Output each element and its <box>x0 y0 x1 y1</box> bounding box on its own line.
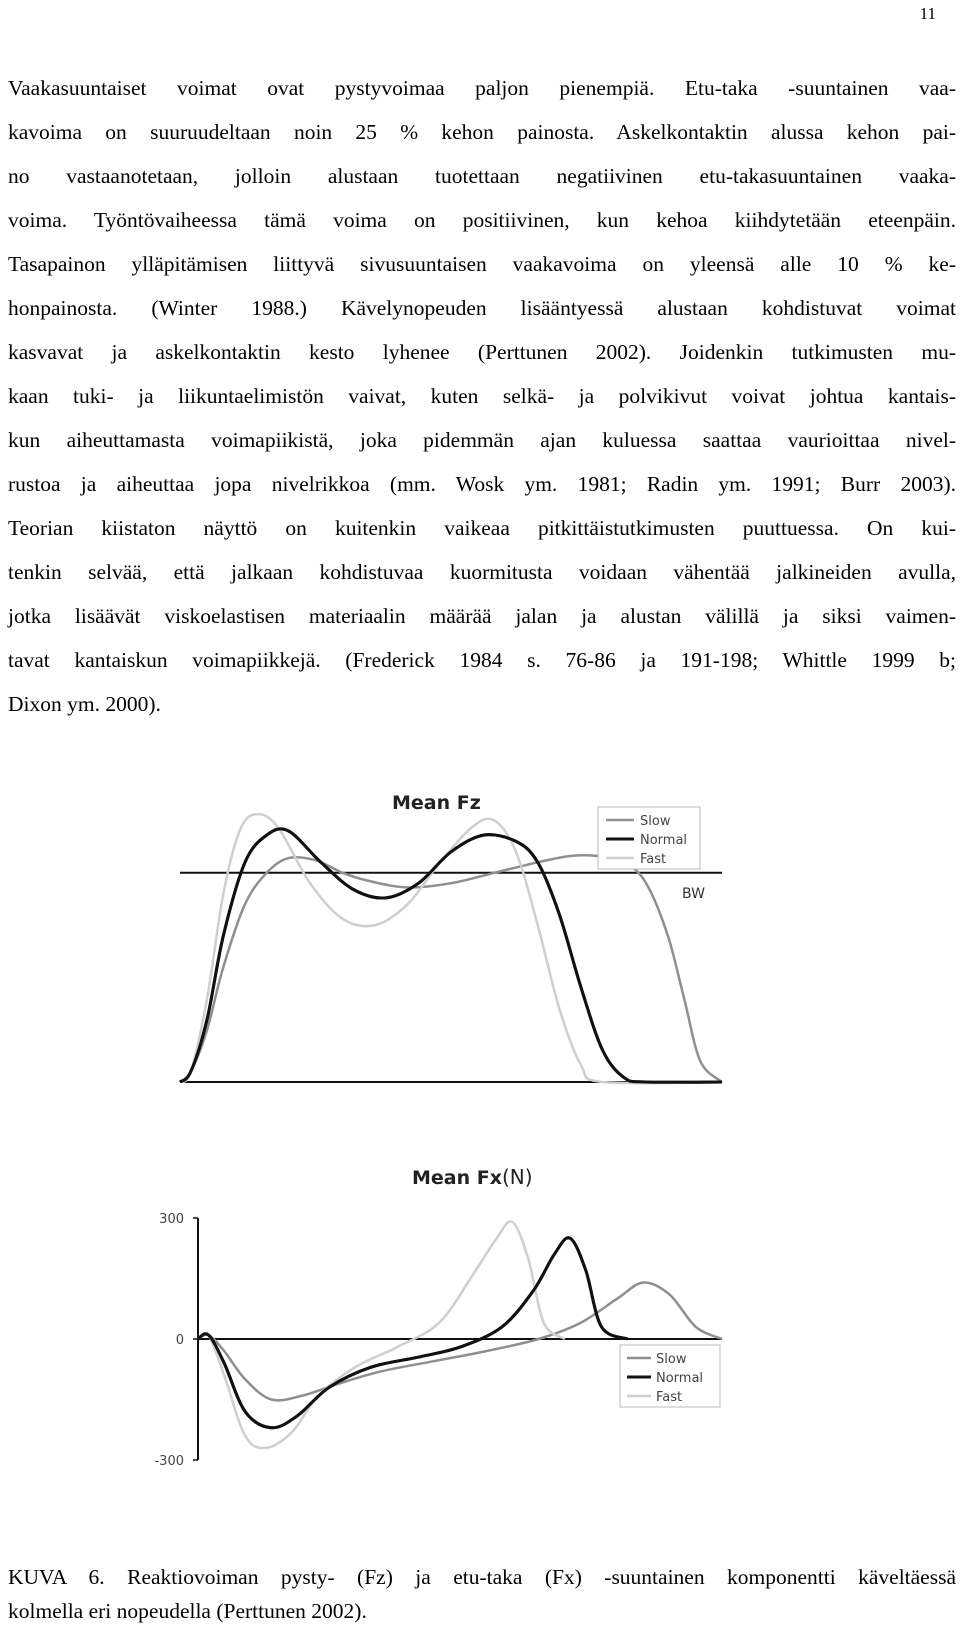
paragraph-line: rustoa ja aiheuttaa jopa nivelrikkoa (mm. Wosk ym. 1981; Radin ym. 1991; Burr 2003). <box>8 472 956 496</box>
figure-fz-chart <box>0 780 960 1110</box>
paragraph-line: voima. Työntövaiheessa tämä voima on positiivinen, kun kehoa kiihdytetään eteenpäin. <box>8 208 956 232</box>
fx-y-tick-label: 300 <box>159 1212 184 1227</box>
paragraph-line: kun aiheuttamasta voimapiikistä, joka pidemmän ajan kuluessa saattaa vaurioittaa nivel- <box>8 428 956 452</box>
fx-legend-label: Slow <box>656 1352 687 1367</box>
page-number: 11 <box>919 4 936 23</box>
paragraph-line: Vaakasuuntaiset voimat ovat pystyvoimaa paljon pienempiä. Etu-taka -suuntainen vaa- <box>8 76 956 100</box>
fx-y-tick-label: -300 <box>154 1454 184 1469</box>
caption-line: kolmella eri nopeudella (Perttunen 2002). <box>8 1599 367 1623</box>
paragraph-line: Tasapainon ylläpitämisen liittyvä sivusuuntaisen vaakavoima on yleensä alle 10 % ke- <box>8 252 956 276</box>
paragraph-line: kasvavat ja askelkontaktin kesto lyhenee (Perttunen 2002). Joidenkin tutkimusten mu- <box>8 340 956 364</box>
caption-line: KUVA 6. Reaktiovoiman pysty- (Fz) ja etu-taka (Fx) -suuntainen komponentti käveltäessä <box>8 1565 956 1589</box>
fx-series-normal <box>198 1238 628 1428</box>
paragraph-line: Dixon ym. 2000). <box>8 692 161 716</box>
paragraph-line: tavat kantaiskun voimapiikkejä. (Frederick 1984 s. 76-86 ja 191-198; Whittle 1999 b; <box>8 648 956 672</box>
fx-chart-title-unit: (N) <box>502 1165 533 1189</box>
fx-legend-label: Fast <box>656 1390 683 1405</box>
paragraph-line: tenkin selvää, että jalkaan kohdistuvaa kuormitusta voidaan vähentää jalkineiden avulla, <box>8 560 956 584</box>
paragraph-line: Teorian kiistaton näyttö on kuitenkin vaikeaa pitkittäistutkimusten puuttuessa. On kui- <box>8 516 956 540</box>
fx-series-normal-overlay <box>198 1238 628 1428</box>
paragraph-line: no vastaanotetaan, jolloin alustaan tuotettaan negatiivinen etu-takasuuntainen vaaka- <box>8 164 956 188</box>
fx-series-fast <box>198 1221 565 1448</box>
figure-caption <box>8 1560 956 1628</box>
fz-legend-label: Fast <box>640 852 667 867</box>
fz-bw-label: BW <box>682 885 705 902</box>
paragraph-line: honpainosta. (Winter 1988.) Kävelynopeuden lisääntyessä alustaan kohdistuvat voimat <box>8 296 956 320</box>
paragraph-line: jotka lisäävät viskoelastisen materiaalin määrää jalan ja alustan välillä ja siksi vaimen- <box>8 604 956 628</box>
fx-legend-label: Normal <box>656 1371 704 1386</box>
fz-series-slow <box>180 855 722 1082</box>
figure-fx-chart <box>0 1148 960 1548</box>
fz-legend-label: Slow <box>640 814 671 829</box>
paragraph-line: kavoima on suuruudeltaan noin 25 % kehon painosta. Askelkontaktin alussa kehon pai- <box>8 120 956 144</box>
fx-y-tick-label: 0 <box>175 1333 184 1348</box>
fz-legend-label: Normal <box>640 833 688 848</box>
body-paragraph <box>8 66 956 726</box>
paragraph-line: kaan tuki- ja liikuntaelimistön vaivat, kuten selkä- ja polvikivut voivat johtua kantais- <box>8 384 956 408</box>
fx-chart-title: Mean Fx <box>412 1167 502 1189</box>
fz-chart-title: Mean Fz <box>392 792 481 814</box>
